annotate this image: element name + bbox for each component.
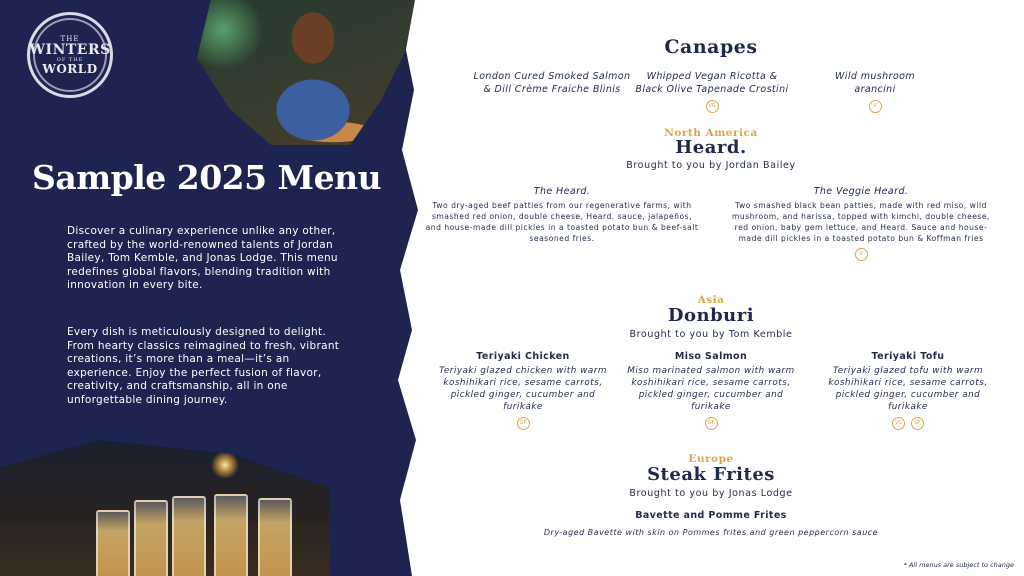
gluten-free-badge: GF: [705, 417, 718, 430]
item-name: Whipped Vegan Ricotta & Black Olive Tapenade Crostini: [635, 71, 789, 95]
menu-item: [424, 185, 700, 244]
intro-paragraph: Every dish is meticulously designed to delight. From hearty classics reimagined to fresh, vibrant creations, it’s more than a meal—it’s an experience. Enjoy the perfect fusion of flavor, creativity, and craftsmanship, all in one unforgettable dining journey.: [67, 326, 340, 406]
item-name: Miso Salmon: [674, 351, 748, 362]
diet-badges: [634, 100, 790, 113]
diet-badges: [438, 417, 608, 430]
menu-item: [824, 350, 992, 430]
vegetarian-badge: V: [869, 100, 882, 113]
section-title: Donburi: [667, 305, 755, 326]
glass: [214, 494, 248, 576]
heard-section: [420, 127, 1002, 171]
section-title: Steak Frites: [647, 464, 775, 485]
steak-frites-section: [420, 453, 1002, 499]
menu-item: [472, 70, 632, 96]
menu-item: [480, 509, 942, 538]
canapes-section: [420, 36, 1002, 58]
item-name: Wild mushroom arancini: [835, 71, 915, 95]
region-label: North America: [664, 127, 758, 139]
chef-byline: Brought to you by Tom Kemble: [629, 329, 793, 340]
item-description: Miso marinated salmon with warm koshihikari rice, sesame carrots, pickled ginger, cucumber and furikake: [627, 366, 795, 412]
item-name: The Heard.: [533, 186, 591, 197]
section-title: Heard.: [675, 137, 747, 158]
region-label: Europe: [688, 453, 734, 465]
region-label: Asia: [697, 294, 725, 306]
chef-byline: Brought to you by Jonas Lodge: [629, 488, 793, 499]
item-description: Dry-aged Bavette with skin on Pommes frites and green peppercorn sauce: [543, 528, 879, 537]
brand-logo: [27, 12, 113, 98]
menu-item: [726, 185, 996, 261]
logo-text: THE: [60, 35, 80, 43]
diet-badges: [824, 417, 992, 430]
menu-item: [624, 350, 798, 430]
vegetarian-badge: V: [855, 248, 868, 261]
menu-content: [420, 0, 1024, 576]
page-title: Sample 2025 Menu: [32, 158, 382, 197]
glass: [172, 496, 206, 576]
logo-text: WINTERS: [29, 42, 111, 58]
glass: [258, 498, 292, 576]
vegan-badge: VG: [706, 100, 719, 113]
item-description: Two smashed black bean patties, made with red miso, wild mushroom, and harissa, topped with kimchi, double cheese, red onion, baby gem lettuce, and Heard. Sauce and house-made dill pickles in a toasted potato bun & Koffman fries: [732, 201, 990, 243]
item-name: The Veggie Heard.: [813, 186, 909, 197]
chef-byline: Brought to you by Jordan Bailey: [626, 160, 796, 171]
footnote: * All menus are subject to change: [903, 561, 1014, 569]
item-name: Teriyaki Chicken: [476, 351, 570, 362]
glass: [96, 510, 130, 576]
item-name: Teriyaki Tofu: [871, 351, 945, 362]
item-description: Two dry-aged beef patties from our regenerative farms, with smashed red onion, double cheese, Heard. sauce, jalapeños, and house-made dill pickles in a toasted potato bun & beef-salt seasoned fries.: [425, 201, 699, 243]
gluten-free-badge: GF: [517, 417, 530, 430]
intro-paragraph: Discover a culinary experience unlike any other, crafted by the world-renowned talents of Jordan Bailey, Tom Kemble, and Jonas Lodge. This menu redefines global flavors, blending tradition with innovation in every bite.: [67, 225, 338, 291]
donburi-section: [420, 294, 1002, 340]
section-title: Canapes: [664, 36, 758, 58]
vegan-badge: VG: [892, 417, 905, 430]
gluten-free-badge: GF: [911, 417, 924, 430]
item-name: London Cured Smoked Salmon & Dill Crème Fraiche Blinis: [473, 71, 631, 95]
item-name: Bavette and Pomme Frites: [635, 510, 787, 521]
logo-text: WORLD: [42, 62, 98, 76]
menu-item: [820, 70, 930, 113]
diet-badges: [820, 100, 930, 113]
logo-text: OF THE: [56, 57, 84, 63]
menu-item: [634, 70, 790, 113]
item-description: Teriyaki glazed chicken with warm koshihikari rice, sesame carrots, pickled ginger, cucumber and furikake: [439, 366, 607, 412]
diet-badges: [624, 417, 798, 430]
glass: [134, 500, 168, 576]
diet-badges: [726, 248, 996, 261]
item-description: Teriyaki glazed tofu with warm koshihikari rice, sesame carrots, pickled ginger, cucumber and furikake: [828, 366, 988, 412]
menu-item: [438, 350, 608, 430]
